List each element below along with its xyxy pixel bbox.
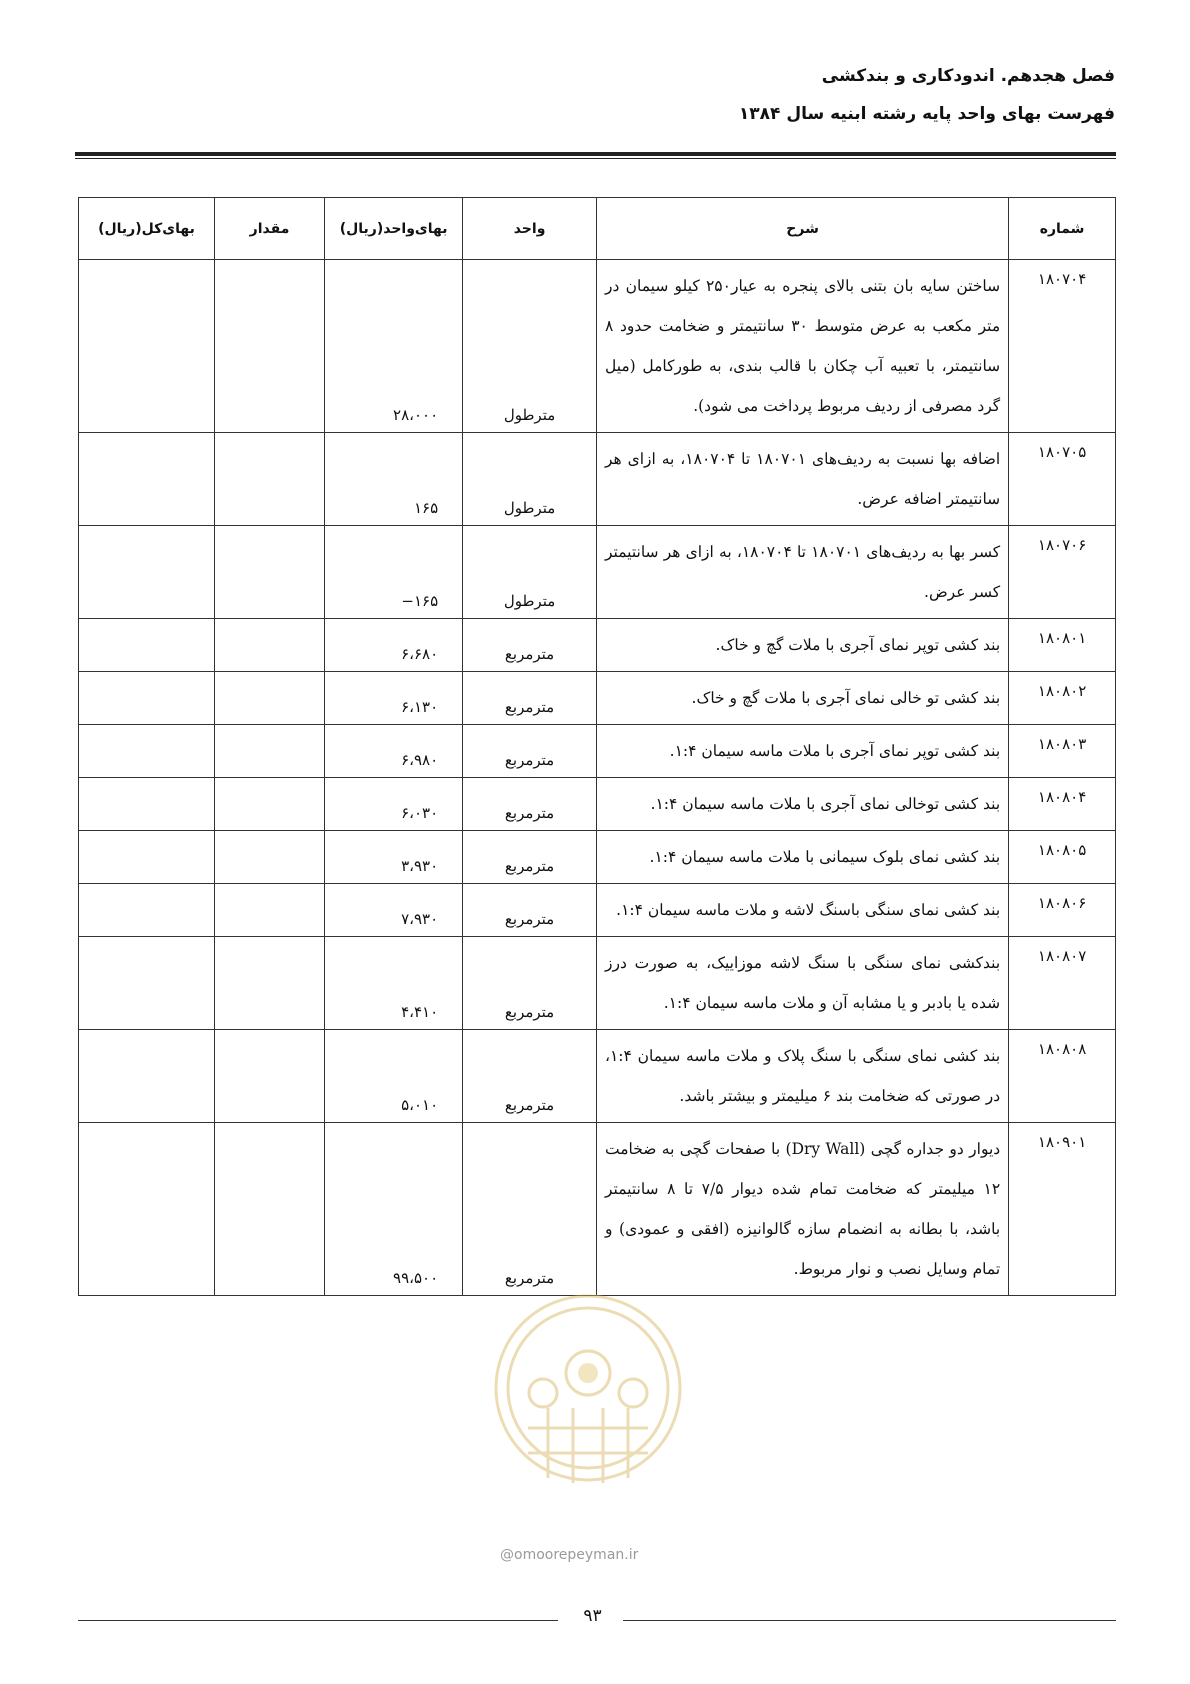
- row-description: بند کشی تو خالی نمای آجری با ملات گچ و خاک.: [596, 672, 1008, 725]
- unit-price-value: ۳،۹۳۰: [401, 857, 439, 875]
- row-unit: مترطول: [463, 526, 597, 619]
- unit-price-value: ۱۶۵: [414, 499, 439, 517]
- unit-price-value: ۶،۶۸۰: [401, 645, 439, 663]
- unit-price-value: ۲۸،۰۰۰: [393, 406, 439, 424]
- table-row: [79, 433, 1116, 526]
- row-description: کسر بها به ردیف‌های ۱۸۰۷۰۱ تا ۱۸۰۷۰۴، به ازای هر سانتیمتر کسر عرض.: [596, 526, 1008, 619]
- row-unit-price: [325, 672, 463, 725]
- table-row: [79, 526, 1116, 619]
- row-quantity: [215, 433, 325, 526]
- row-unit: مترمربع: [463, 1123, 597, 1296]
- row-description: بند کشی نمای بلوک سیمانی با ملات ماسه سیمان ۱:۴.: [596, 831, 1008, 884]
- row-quantity: [215, 260, 325, 433]
- table-row: [79, 725, 1116, 778]
- row-unit-price: [325, 778, 463, 831]
- row-quantity: [215, 1123, 325, 1296]
- row-quantity: [215, 725, 325, 778]
- row-code: ۱۸۰۸۰۱: [1009, 619, 1116, 672]
- row-unit-price: [325, 260, 463, 433]
- row-unit: مترطول: [463, 433, 597, 526]
- row-unit: مترمربع: [463, 619, 597, 672]
- table-row: [79, 884, 1116, 937]
- watermark-site-text: @omoorepeyman.ir: [500, 1547, 639, 1563]
- row-description: دیوار دو جداره گچی (Dry Wall) با صفحات گچی به ضخامت ۱۲ میلیمتر که ضخامت تمام شده دیوار ۷/۵ تا ۸ سانتیمتر باشد، با بطانه به انضمام سازه گالوانیزه (افقی و عمودی) و تمام وسایل نصب و نوار مربوط.: [596, 1123, 1008, 1296]
- table-row: [79, 1123, 1116, 1296]
- unit-price-value: ۶،۰۳۰: [401, 804, 439, 822]
- watermark-seal-logo: [488, 1278, 688, 1538]
- row-unit: مترمربع: [463, 725, 597, 778]
- row-unit-price: [325, 1030, 463, 1123]
- header-unit: واحد: [463, 198, 597, 260]
- price-list-table: [78, 197, 1116, 1296]
- row-total: [79, 433, 215, 526]
- row-description: بند کشی توپر نمای آجری با ملات گچ و خاک.: [596, 619, 1008, 672]
- unit-price-value: ۶،۱۳۰: [401, 698, 439, 716]
- unit-price-value: ۷،۹۳۰: [401, 910, 439, 928]
- unit-price-value: ۴،۴۱۰: [401, 1003, 439, 1021]
- header-unit-price: بهای‌واحد(ریال): [325, 198, 463, 260]
- footer-rule-right: [623, 1620, 1116, 1621]
- row-code: ۱۸۰۸۰۷: [1009, 937, 1116, 1030]
- row-unit: مترمربع: [463, 831, 597, 884]
- row-description: بند کشی نمای سنگی با سنگ پلاک و ملات ماسه سیمان ۱:۴، در صورتی که ضخامت بند ۶ میلیمتر و بیشتر باشد.: [596, 1030, 1008, 1123]
- footer-rule-left: [78, 1620, 558, 1621]
- table-row: [79, 619, 1116, 672]
- row-total: [79, 619, 215, 672]
- table-row: [79, 778, 1116, 831]
- table-row: [79, 1030, 1116, 1123]
- header-total-price: بهای‌کل(ریال): [79, 198, 215, 260]
- row-total: [79, 526, 215, 619]
- row-quantity: [215, 672, 325, 725]
- row-code: ۱۸۰۸۰۸: [1009, 1030, 1116, 1123]
- row-code: ۱۸۰۹۰۱: [1009, 1123, 1116, 1296]
- row-total: [79, 937, 215, 1030]
- row-code: ۱۸۰۸۰۳: [1009, 725, 1116, 778]
- row-quantity: [215, 1030, 325, 1123]
- table-row: [79, 672, 1116, 725]
- unit-price-value: −۱۶۵: [401, 592, 439, 610]
- row-unit-price: [325, 1123, 463, 1296]
- row-unit: مترمربع: [463, 778, 597, 831]
- row-unit-price: [325, 433, 463, 526]
- header-description: شرح: [596, 198, 1008, 260]
- row-total: [79, 778, 215, 831]
- row-code: ۱۸۰۷۰۴: [1009, 260, 1116, 433]
- table-row: [79, 831, 1116, 884]
- table-header-row: [79, 198, 1116, 260]
- row-code: ۱۸۰۸۰۵: [1009, 831, 1116, 884]
- row-unit-price: [325, 725, 463, 778]
- row-unit: مترمربع: [463, 672, 597, 725]
- row-total: [79, 1123, 215, 1296]
- row-total: [79, 831, 215, 884]
- header-rule-thick: [75, 152, 1116, 156]
- row-description: بند کشی توخالی نمای آجری با ملات ماسه سیمان ۱:۴.: [596, 778, 1008, 831]
- table-row: [79, 260, 1116, 433]
- unit-price-value: ۶،۹۸۰: [401, 751, 439, 769]
- unit-price-value: ۵،۰۱۰: [401, 1096, 439, 1114]
- row-code: ۱۸۰۸۰۲: [1009, 672, 1116, 725]
- row-description: بند کشی توپر نمای آجری با ملات ماسه سیمان ۱:۴.: [596, 725, 1008, 778]
- row-total: [79, 260, 215, 433]
- header-quantity: مقدار: [215, 198, 325, 260]
- unit-price-value: ۹۹،۵۰۰: [393, 1269, 439, 1287]
- row-code: ۱۸۰۷۰۶: [1009, 526, 1116, 619]
- header-rule-thin: [75, 158, 1116, 159]
- row-quantity: [215, 619, 325, 672]
- row-quantity: [215, 831, 325, 884]
- row-total: [79, 884, 215, 937]
- row-unit-price: [325, 884, 463, 937]
- row-unit-price: [325, 619, 463, 672]
- row-quantity: [215, 778, 325, 831]
- page-header: [75, 52, 1115, 124]
- chapter-title: فصل هجدهم. اندودکاری و بندکشی: [821, 66, 1115, 86]
- row-description: بند کشی نمای سنگی باسنگ لاشه و ملات ماسه سیمان ۱:۴.: [596, 884, 1008, 937]
- row-code: ۱۸۰۷۰۵: [1009, 433, 1116, 526]
- row-unit: مترطول: [463, 260, 597, 433]
- row-code: ۱۸۰۸۰۶: [1009, 884, 1116, 937]
- row-unit-price: [325, 831, 463, 884]
- row-unit-price: [325, 526, 463, 619]
- row-total: [79, 672, 215, 725]
- row-quantity: [215, 884, 325, 937]
- row-quantity: [215, 526, 325, 619]
- row-unit: مترمربع: [463, 937, 597, 1030]
- row-unit: مترمربع: [463, 1030, 597, 1123]
- table-row: [79, 937, 1116, 1030]
- header-code: شماره: [1009, 198, 1116, 260]
- row-code: ۱۸۰۸۰۴: [1009, 778, 1116, 831]
- page-number: ۹۳: [583, 1606, 602, 1626]
- row-total: [79, 725, 215, 778]
- row-quantity: [215, 937, 325, 1030]
- row-unit: مترمربع: [463, 884, 597, 937]
- row-total: [79, 1030, 215, 1123]
- row-description: بندکشی نمای سنگی با سنگ لاشه موزاییک، به صورت درز شده یا بادبر و یا مشابه آن و ملات ماسه سیمان ۱:۴.: [596, 937, 1008, 1030]
- row-description: اضافه بها نسبت به ردیف‌های ۱۸۰۷۰۱ تا ۱۸۰۷۰۴، به ازای هر سانتیمتر اضافه عرض.: [596, 433, 1008, 526]
- document-subtitle: فهرست بهای واحد پایه رشته ابنیه سال ۱۳۸۴: [738, 104, 1115, 124]
- row-unit-price: [325, 937, 463, 1030]
- row-description: ساختن سایه بان بتنی بالای پنجره به عیار۲۵۰ کیلو سیمان در متر مکعب به عرض متوسط ۳۰ سانتیمتر و ضخامت حدود ۸ سانتیمتر، با تعبیه آب چکان با قالب بندی، به طورکامل (میل گرد مصرفی از ردیف مربوط پرداخت می شود).: [596, 260, 1008, 433]
